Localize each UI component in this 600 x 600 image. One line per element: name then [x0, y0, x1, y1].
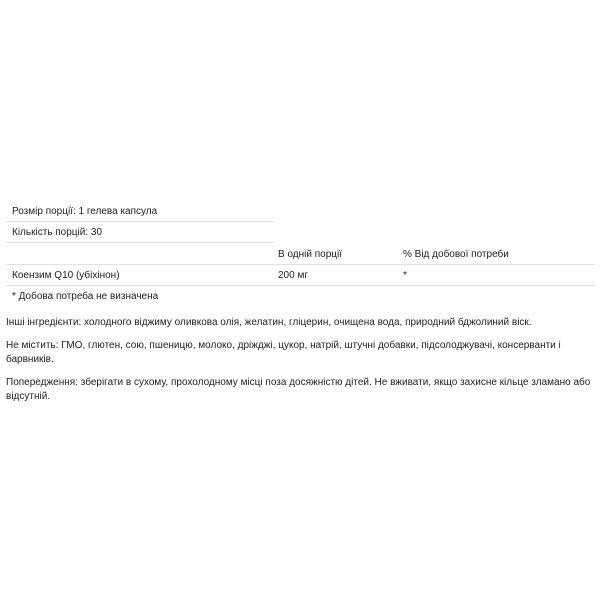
servings-per-container-text: Кількість порцій: 30 [12, 227, 103, 238]
ingredient-daily-value: * [403, 270, 407, 281]
other-ingredients-text: Інші інгредієнти: холодного віджиму оливкова олія, желатин, гліцерин, очищена вода, природний бджолиний віск. [6, 317, 532, 328]
daily-value-header: % Від добової потреби [403, 249, 509, 260]
footnote-row [6, 286, 274, 308]
product-notes [6, 316, 592, 404]
serving-size-row [6, 201, 274, 222]
warning-text: Попередження: зберігати в сухому, прохолодному місці поза досяжністю дітей. Не вживати, якщо захисне кільце зламано або відсутній. [6, 377, 591, 402]
footnote-text: * Добова потреба не визначена [12, 291, 159, 302]
free-from-text: Не містить: ГМО, глютен, сою, пшеницю, молоко, дріжджі, цукор, натрій, штучні добавки, підсолоджувачі, консерванти і барвників. [6, 340, 561, 365]
table-header-row [6, 243, 595, 265]
serving-size-text: Розмір порції: 1 гелева капсула [12, 206, 158, 217]
ingredient-amount: 200 мг [278, 270, 308, 281]
supplement-facts-table [6, 201, 595, 308]
servings-per-container-row [6, 222, 274, 243]
table-row [6, 265, 595, 286]
ingredient-name: Коензим Q10 (убіхінон) [12, 270, 120, 281]
per-serving-header: В одній порції [278, 249, 342, 260]
